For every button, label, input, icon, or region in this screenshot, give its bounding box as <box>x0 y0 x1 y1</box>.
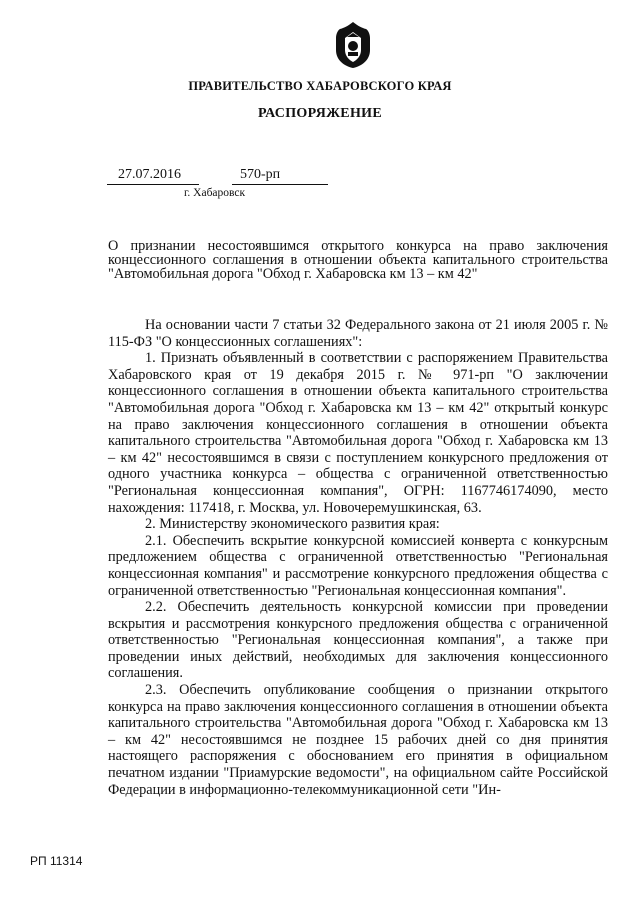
footer-code: РП 11314 <box>30 854 83 868</box>
date-underline <box>107 184 199 185</box>
document-type: РАСПОРЯЖЕНИЕ <box>258 106 382 121</box>
document-body <box>108 317 608 798</box>
government-title: ПРАВИТЕЛЬСТВО ХАБАРОВСКОГО КРАЯ <box>188 79 452 93</box>
paragraph-basis: На основании части 7 статьи 32 Федерального закона от 21 июля 2005 г. № 115-ФЗ "О концессионных соглашениях": <box>108 317 608 350</box>
document-subject: О признании несостоявшимся открытого конкурса на право заключения концессионного соглашения в отношении объекта капитального строительства "Автомобильная дорога "Обход г. Хабаровска км 13 – км 42" <box>108 238 608 282</box>
number-underline <box>232 184 328 185</box>
document-date: 27.07.2016 <box>118 167 181 182</box>
document-number: 570-рп <box>240 167 281 182</box>
paragraph-item-2-2: 2.2. Обеспечить деятельность конкурсной комиссии при проведении вскрытия и рассмотрения конкурсного предложения общества с ограниченной ответственностью "Региональная концессионная компания", а также при проведении иных действий, необходимых для заключения концессионного соглашения. <box>108 599 608 682</box>
paragraph-item-2-1: 2.1. Обеспечить вскрытие конкурсной комиссией конверта с конкурсным предложением общества с ограниченной ответственностью "Региональная концессионная компания" и рассмотрение конкурсного предложения общества с ограниченной ответственностью "Региональная концессионная компания". <box>108 532 608 599</box>
coat-of-arms-icon <box>330 20 376 70</box>
paragraph-item-2: 2. Министерству экономического развития края: <box>145 516 440 533</box>
city-label: г. Хабаровск <box>184 187 246 199</box>
paragraph-item-1: 1. Признать объявленный в соответствии с распоряжением Правительства Хабаровского края от 19 декабря 2015 г. № 971-рп "О заключении концессионного соглашения в отношении объекта капитального строительства "Автомобильная дорога "Обход г. Хабаровска км 13 – км 42" открытый конкурс на право заключения концессионного соглашения в отношении объекта капитального строительства "Автомобильная дорога "Обход г. Хабаровска км 13 – км 42" несостоявшимся в связи с поступлением конкурсного предложения от одного участника конкурса – общества с ограниченной ответственностью "Региональная концессионная компания", ОГРН: 1167746174090, место нахождения: 117418, г. Москва, ул. Новочеремушкинская, 63. <box>108 350 608 516</box>
paragraph-item-2-3: 2.3. Обеспечить опубликование сообщения о признании открытого конкурса на право заключения концессионного соглашения в отношении объекта капитального строительства "Автомобильная дорога "Обход г. Хабаровска км 13 – км 42" несостоявшимся не позднее 15 рабочих дней со дня принятия настоящего распоряжения с обоснованием его принятия в официальном печатном издании "Приамурские ведомости", на официальном сайте Российской Федерации в информационно-телекоммуникационной сети "Ин- <box>108 682 608 798</box>
